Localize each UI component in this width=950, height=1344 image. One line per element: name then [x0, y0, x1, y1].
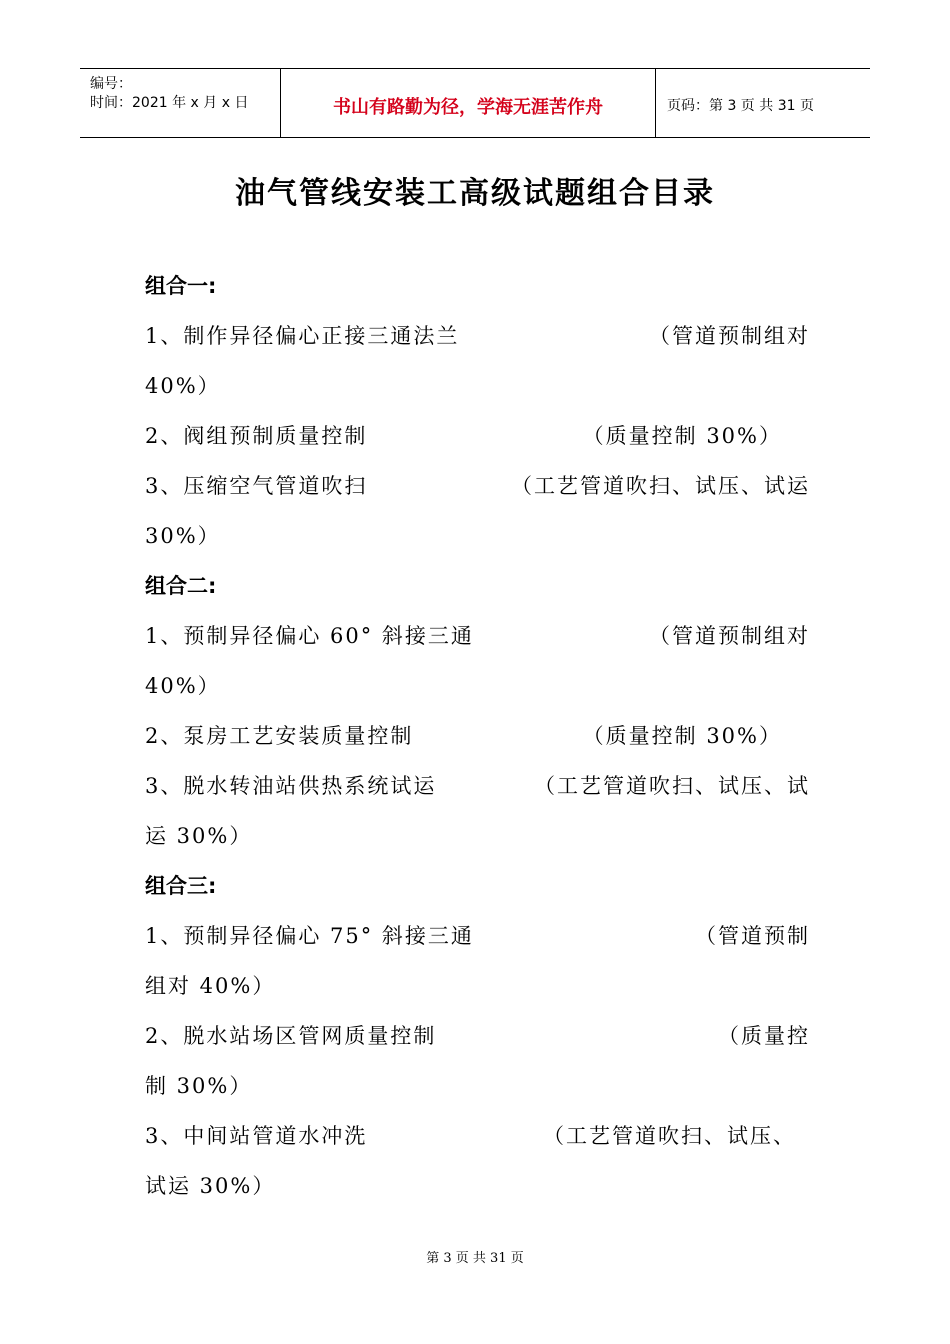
- group-heading: 组合一:: [145, 274, 217, 298]
- page-header: [80, 68, 870, 138]
- page-info: 页码：第 3 页 共 31 页: [667, 98, 814, 114]
- item-title: 2、泵房工艺安装质量控制: [145, 724, 414, 748]
- item-wrap: 40%）: [145, 374, 221, 398]
- item-category: （工艺管道吹扫、试压、试运: [511, 474, 810, 498]
- list-item: [145, 768, 810, 818]
- list-item: [145, 318, 810, 368]
- item-wrap: 运 30%）: [145, 824, 253, 848]
- item-category: （质量控制 30%）: [582, 424, 782, 448]
- list-item: [145, 618, 810, 668]
- item-wrap: 试运 30%）: [145, 1174, 276, 1198]
- item-category: （管道预制组对: [649, 624, 810, 648]
- header-page-cell: [655, 69, 870, 137]
- group-heading: 组合二:: [145, 574, 217, 598]
- item-category: （质量控: [718, 1024, 810, 1048]
- item-title: 2、脱水站场区管网质量控制: [145, 1024, 437, 1048]
- serial-label: 编号：: [90, 76, 132, 92]
- item-title: 1、预制异径偏心 60° 斜接三通: [145, 624, 474, 648]
- item-title: 3、中间站管道水冲洗: [145, 1124, 368, 1148]
- item-wrap: 制 30%）: [145, 1074, 253, 1098]
- header-meta-cell: [80, 69, 280, 137]
- item-category: （工艺管道吹扫、试压、: [543, 1124, 796, 1148]
- list-item: [145, 918, 810, 968]
- list-item: [145, 1018, 810, 1068]
- list-item: [145, 468, 810, 518]
- item-title: 2、阀组预制质量控制: [145, 424, 368, 448]
- list-item: [145, 418, 810, 468]
- group-heading: 组合三:: [145, 874, 217, 898]
- document-body: [145, 268, 810, 1218]
- item-title: 1、制作异径偏心正接三通法兰: [145, 324, 460, 348]
- list-item: [145, 718, 810, 768]
- time-label: 时间：2021 年 x 月 x 日: [90, 95, 249, 111]
- item-wrap: 30%）: [145, 524, 221, 548]
- item-category: （管道预制组对: [649, 324, 810, 348]
- item-wrap: 组对 40%）: [145, 974, 276, 998]
- item-category: （管道预制: [695, 924, 810, 948]
- list-item: [145, 1118, 810, 1168]
- item-category: （工艺管道吹扫、试压、试: [534, 774, 810, 798]
- header-motto-cell: [280, 69, 656, 137]
- item-category: （质量控制 30%）: [582, 724, 782, 748]
- item-title: 3、压缩空气管道吹扫: [145, 474, 368, 498]
- motto-text: 书山有路勤为径，学海无涯苦作舟: [333, 97, 603, 118]
- item-title: 1、预制异径偏心 75° 斜接三通: [145, 924, 474, 948]
- document-title: 油气管线安装工高级试题组合目录: [235, 176, 715, 211]
- item-title: 3、脱水转油站供热系统试运: [145, 774, 437, 798]
- page-footer: 第 3 页 共 31 页: [426, 1251, 524, 1266]
- item-wrap: 40%）: [145, 674, 221, 698]
